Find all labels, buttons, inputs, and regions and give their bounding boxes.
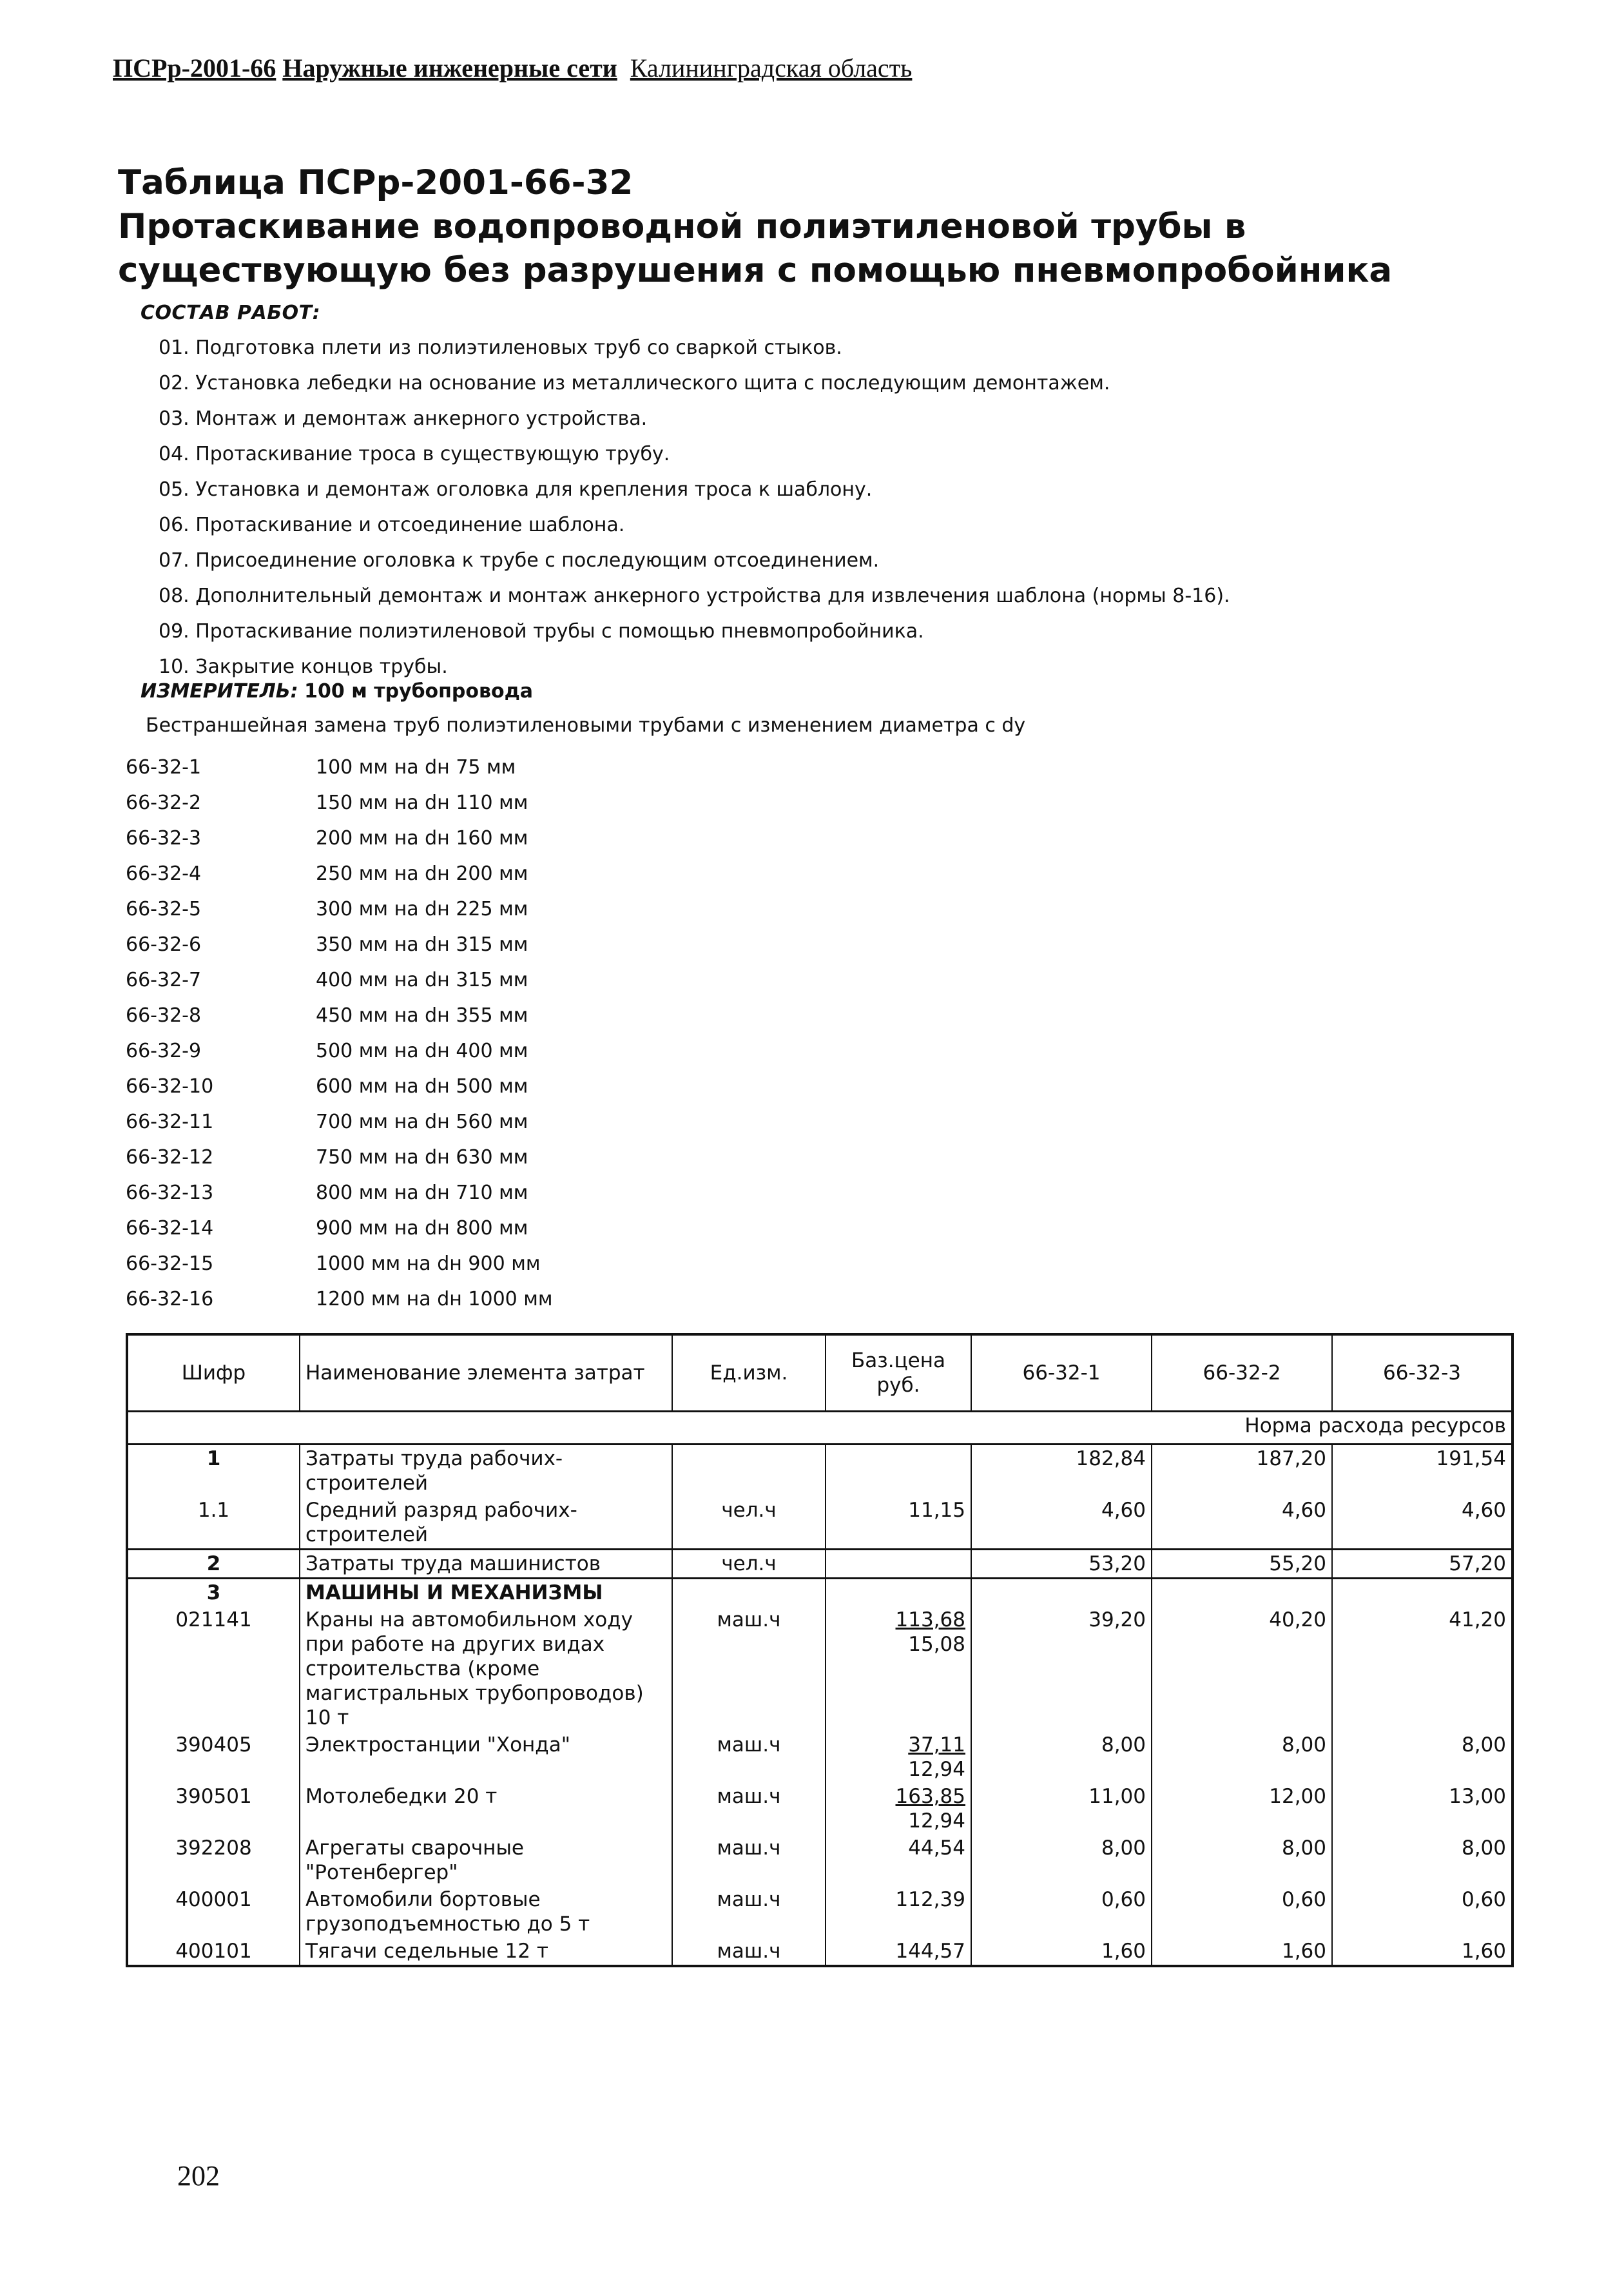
row-unit: маш.ч bbox=[672, 1783, 826, 1835]
work-item: 06. Протаскивание и отсоединение шаблона. bbox=[159, 514, 625, 536]
norm-code: 66-32-13 bbox=[126, 1182, 214, 1204]
row-price: 11,15 bbox=[826, 1497, 971, 1550]
work-item: 04. Протаскивание троса в существующую трубу. bbox=[159, 443, 670, 465]
page-number: 202 bbox=[177, 2160, 220, 2192]
norm-code: 66-32-7 bbox=[126, 969, 202, 991]
row-name: Краны на автомобильном ходу при работе на других видах строительства (кроме магистральных трубопроводов) 10 т bbox=[300, 1606, 672, 1731]
row-value-1 bbox=[971, 1579, 1152, 1607]
row-code: 021141 bbox=[127, 1606, 300, 1731]
norm-row bbox=[126, 750, 553, 785]
work-item: 08. Дополнительный демонтаж и монтаж анкерного устройства для извлечения шаблона (нормы 8-16). bbox=[159, 585, 1230, 607]
row-price: 112,39 bbox=[826, 1886, 971, 1938]
norms-intro: Бестраншейная замена труб полиэтиленовыми трубами с изменением диаметра с dу bbox=[146, 714, 1026, 737]
norm-desc: 1200 мм на dн 1000 мм bbox=[316, 1288, 553, 1310]
row-value-2: 8,00 bbox=[1152, 1731, 1332, 1783]
row-price bbox=[826, 1550, 971, 1579]
work-item: 10. Закрытие концов трубы. bbox=[159, 656, 448, 678]
row-value-3 bbox=[1332, 1579, 1513, 1607]
norm-code: 66-32-11 bbox=[126, 1111, 214, 1133]
row-unit: маш.ч bbox=[672, 1835, 826, 1886]
row-value-2: 12,00 bbox=[1152, 1783, 1332, 1835]
norm-desc: 700 мм на dн 560 мм bbox=[316, 1111, 528, 1133]
row-name: Агрегаты сварочные "Ротенбергер" bbox=[300, 1835, 672, 1886]
resource-table bbox=[126, 1333, 1514, 1967]
row-code: 1 bbox=[127, 1445, 300, 1497]
table-header bbox=[127, 1334, 1513, 1412]
norm-desc: 100 мм на dн 75 мм bbox=[316, 756, 516, 779]
norm-desc: 1000 мм на dн 900 мм bbox=[316, 1252, 541, 1275]
title-line-1: Таблица ПСРр-2001-66-32 bbox=[118, 163, 633, 202]
work-item: 09. Протаскивание полиэтиленовой трубы с помощью пневмопробойника. bbox=[159, 620, 924, 643]
norm-code: 66-32-4 bbox=[126, 862, 202, 885]
norm-code: 66-32-3 bbox=[126, 827, 202, 850]
norms-list bbox=[126, 750, 553, 1317]
col-header-code: Шифр bbox=[127, 1334, 300, 1412]
row-value-3: 8,00 bbox=[1461, 1733, 1506, 1757]
row-value-2: 0,60 bbox=[1152, 1886, 1332, 1938]
table-title bbox=[118, 161, 1392, 293]
row-price: 37,11 12,94 bbox=[826, 1731, 971, 1783]
norm-row bbox=[126, 821, 553, 856]
row-value-3: 8,00 bbox=[1461, 1836, 1506, 1860]
norm-caption-row bbox=[127, 1412, 1513, 1445]
norm-code: 66-32-9 bbox=[126, 1040, 202, 1062]
norm-row bbox=[126, 1211, 553, 1246]
row-name: Затраты труда машинистов bbox=[300, 1550, 672, 1579]
header-region: Калининградская область bbox=[630, 54, 913, 83]
norm-code: 66-32-12 bbox=[126, 1146, 214, 1169]
col-header-unit: Ед.изм. bbox=[672, 1334, 826, 1412]
row-value-3: 191,54 bbox=[1332, 1445, 1513, 1497]
col-header-66-32-2: 66-32-2 bbox=[1152, 1334, 1332, 1412]
row-value-3: 4,60 bbox=[1461, 1499, 1506, 1522]
row-code: 392208 bbox=[127, 1835, 300, 1886]
title-line-3: существующую без разрушения с помощью пневмопробойника bbox=[118, 251, 1393, 290]
row-price: 163,85 12,94 bbox=[826, 1783, 971, 1835]
row-value-1: 0,60 bbox=[971, 1886, 1152, 1938]
norm-row bbox=[126, 891, 553, 927]
row-unit: маш.ч bbox=[672, 1606, 826, 1731]
table-row bbox=[127, 1445, 1513, 1497]
row-unit: маш.ч bbox=[672, 1886, 826, 1938]
row-value-1: 8,00 bbox=[971, 1835, 1152, 1886]
title-line-2: Протаскивание водопроводной полиэтиленовой трубы в bbox=[118, 207, 1246, 246]
row-name: Затраты труда рабочих-строителей bbox=[300, 1445, 672, 1497]
col-header-66-32-3: 66-32-3 bbox=[1332, 1334, 1513, 1412]
header-doc-code: ПСРр-2001-66 bbox=[113, 54, 276, 83]
row-code: 400001 bbox=[127, 1886, 300, 1938]
table-row bbox=[127, 1886, 1513, 1938]
work-list bbox=[159, 330, 1230, 685]
row-unit bbox=[672, 1579, 826, 1607]
work-item: 03. Монтаж и демонтаж анкерного устройства. bbox=[159, 407, 648, 430]
norm-desc: 250 мм на dн 200 мм bbox=[316, 862, 528, 885]
row-value-2: 8,00 bbox=[1152, 1835, 1332, 1886]
table-row bbox=[127, 1579, 1513, 1607]
norm-code: 66-32-5 bbox=[126, 898, 202, 920]
row-code: 2 bbox=[127, 1550, 300, 1579]
row-value-3: 13,00 bbox=[1449, 1785, 1506, 1808]
row-price bbox=[826, 1445, 971, 1497]
norm-code: 66-32-8 bbox=[126, 1004, 202, 1027]
norm-row bbox=[126, 1104, 553, 1140]
work-item: 05. Установка и демонтаж оголовка для крепления троса к шаблону. bbox=[159, 478, 873, 501]
row-name: Тягачи седельные 12 т bbox=[300, 1938, 672, 1966]
norm-desc: 300 мм на dн 225 мм bbox=[316, 898, 528, 920]
page-header bbox=[113, 53, 912, 83]
row-value-1: 11,00 bbox=[971, 1783, 1152, 1835]
row-name: Автомобили бортовые грузоподъемностью до 5 т bbox=[300, 1886, 672, 1938]
row-value-1: 8,00 bbox=[971, 1731, 1152, 1783]
col-header-price: Баз.цена руб. bbox=[826, 1334, 971, 1412]
work-composition-label: СОСТАВ РАБОТ: bbox=[140, 302, 321, 324]
measurement-value: 100 м трубопровода bbox=[304, 680, 534, 703]
norm-row bbox=[126, 1175, 553, 1211]
row-code: 390501 bbox=[127, 1783, 300, 1835]
row-value-1: 39,20 bbox=[971, 1606, 1152, 1731]
norm-desc: 350 мм на dн 315 мм bbox=[316, 933, 528, 956]
norm-desc: 400 мм на dн 315 мм bbox=[316, 969, 528, 991]
norm-row bbox=[126, 927, 553, 962]
row-value-1: 182,84 bbox=[971, 1445, 1152, 1497]
row-value-2: 55,20 bbox=[1152, 1550, 1332, 1579]
norm-row bbox=[126, 1140, 553, 1175]
row-price: 44,54 bbox=[826, 1835, 971, 1886]
row-value-2: 4,60 bbox=[1152, 1497, 1332, 1550]
row-value-1: 1,60 bbox=[971, 1938, 1152, 1966]
norm-desc: 450 мм на dн 355 мм bbox=[316, 1004, 528, 1027]
table-row bbox=[127, 1550, 1513, 1579]
norm-desc: 900 мм на dн 800 мм bbox=[316, 1217, 528, 1240]
row-value-1: 53,20 bbox=[971, 1550, 1152, 1579]
table-row bbox=[127, 1835, 1513, 1886]
row-value-2: 40,20 bbox=[1152, 1606, 1332, 1731]
norm-code: 66-32-1 bbox=[126, 756, 202, 779]
measurement-unit bbox=[140, 680, 533, 703]
norm-code: 66-32-10 bbox=[126, 1075, 214, 1098]
row-value-2 bbox=[1152, 1579, 1332, 1607]
row-unit bbox=[672, 1445, 826, 1497]
norm-row bbox=[126, 962, 553, 998]
norm-row bbox=[126, 1281, 553, 1317]
work-item: 02. Установка лебедки на основание из металлического щита с последующим демонтажем. bbox=[159, 372, 1110, 394]
norm-code: 66-32-15 bbox=[126, 1252, 214, 1275]
norm-row bbox=[126, 785, 553, 821]
col-header-name: Наименование элемента затрат bbox=[300, 1334, 672, 1412]
norm-row bbox=[126, 1069, 553, 1104]
row-name: Средний разряд рабочих-строителей bbox=[300, 1497, 672, 1550]
norm-code: 66-32-6 bbox=[126, 933, 202, 956]
row-unit: чел.ч bbox=[672, 1497, 826, 1550]
table-row bbox=[127, 1938, 1513, 1966]
row-name: МАШИНЫ И МЕХАНИЗМЫ bbox=[300, 1579, 672, 1607]
row-code: 3 bbox=[127, 1579, 300, 1607]
norm-desc: 600 мм на dн 500 мм bbox=[316, 1075, 528, 1098]
row-unit: маш.ч bbox=[672, 1938, 826, 1966]
row-value-2: 187,20 bbox=[1152, 1445, 1332, 1497]
row-code: 390405 bbox=[127, 1731, 300, 1783]
table-row bbox=[127, 1731, 1513, 1783]
row-price bbox=[826, 1579, 971, 1607]
row-unit: маш.ч bbox=[672, 1731, 826, 1783]
header-doc-title: Наружные инженерные сети bbox=[282, 54, 617, 83]
row-code: 400101 bbox=[127, 1938, 300, 1966]
row-value-3: 0,60 bbox=[1461, 1888, 1506, 1911]
norm-code: 66-32-14 bbox=[126, 1217, 214, 1240]
row-name: Мотолебедки 20 т bbox=[300, 1783, 672, 1835]
row-price: 113,68 15,08 bbox=[826, 1606, 971, 1731]
table-row bbox=[127, 1606, 1513, 1731]
table-row bbox=[127, 1497, 1513, 1550]
measurement-label: ИЗМЕРИТЕЛЬ: bbox=[140, 680, 298, 703]
norm-row bbox=[126, 856, 553, 891]
norm-row bbox=[126, 1033, 553, 1069]
norm-code: 66-32-16 bbox=[126, 1288, 214, 1310]
row-name: Электростанции "Хонда" bbox=[300, 1731, 672, 1783]
norm-desc: 500 мм на dн 400 мм bbox=[316, 1040, 528, 1062]
row-unit: чел.ч bbox=[672, 1550, 826, 1579]
row-price: 144,57 bbox=[826, 1938, 971, 1966]
table-row bbox=[127, 1783, 1513, 1835]
work-item: 07. Присоединение оголовка к трубе с последующим отсоединением. bbox=[159, 549, 880, 572]
norm-desc: 200 мм на dн 160 мм bbox=[316, 827, 528, 850]
row-value-1: 4,60 bbox=[971, 1497, 1152, 1550]
row-value-3: 1,60 bbox=[1461, 1940, 1506, 1963]
norm-desc: 150 мм на dн 110 мм bbox=[316, 792, 528, 814]
row-value-3: 57,20 bbox=[1332, 1550, 1513, 1579]
row-code: 1.1 bbox=[127, 1497, 300, 1550]
norm-code: 66-32-2 bbox=[126, 792, 202, 814]
norm-row bbox=[126, 1246, 553, 1281]
row-value-2: 1,60 bbox=[1152, 1938, 1332, 1966]
row-value-3: 41,20 bbox=[1449, 1608, 1506, 1631]
norm-caption: Норма расхода ресурсов bbox=[127, 1412, 1513, 1445]
norm-desc: 800 мм на dн 710 мм bbox=[316, 1182, 528, 1204]
norm-row bbox=[126, 998, 553, 1033]
col-header-66-32-1: 66-32-1 bbox=[971, 1334, 1152, 1412]
work-item: 01. Подготовка плети из полиэтиленовых труб со сваркой стыков. bbox=[159, 336, 842, 359]
norm-desc: 750 мм на dн 630 мм bbox=[316, 1146, 528, 1169]
